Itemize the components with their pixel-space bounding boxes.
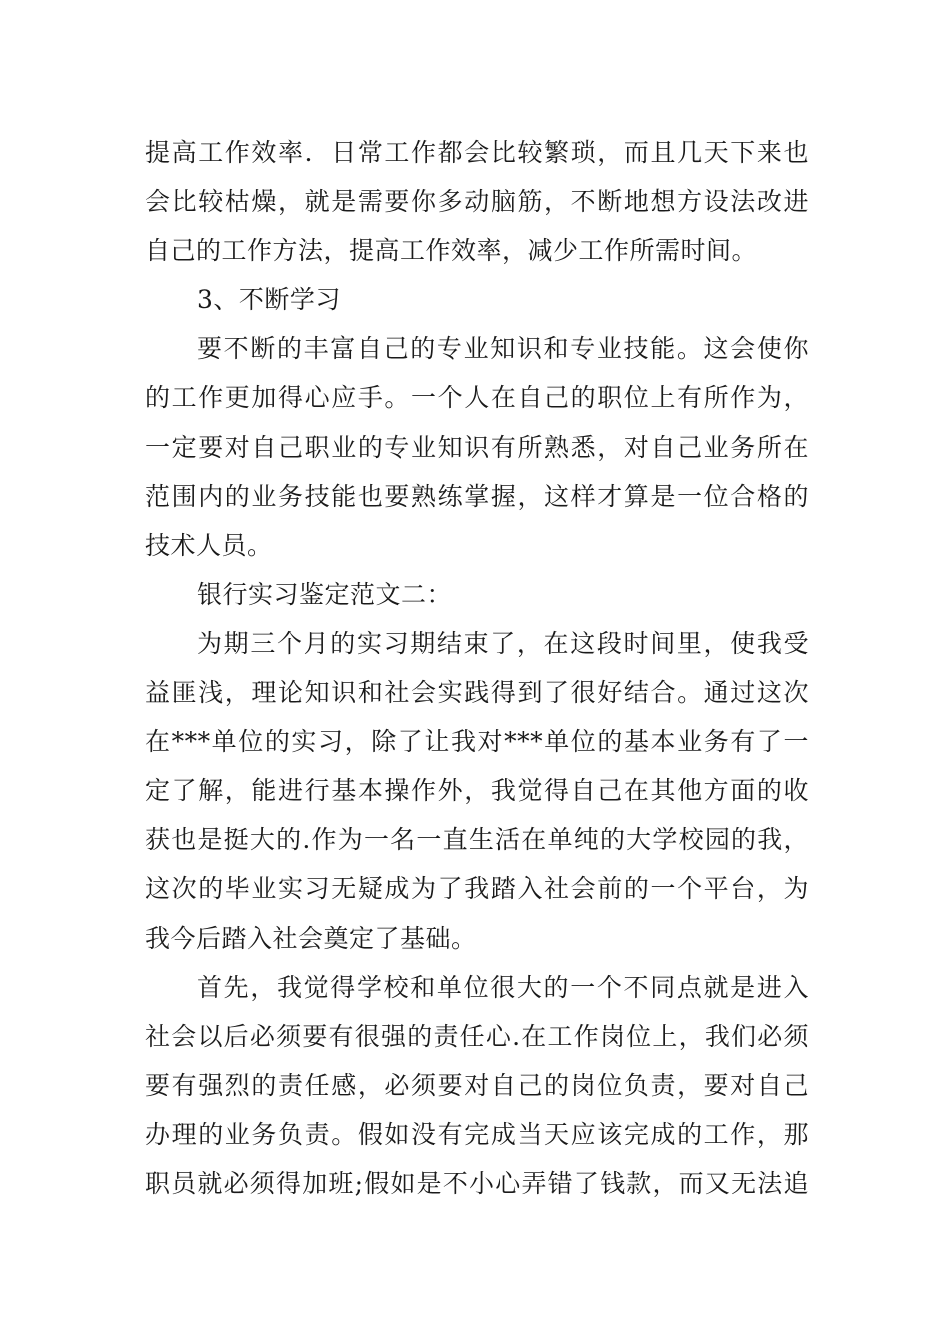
text-line: 办理的业务负责。假如没有完成当天应该完成的工作，那	[145, 1119, 809, 1149]
text-line: 3、不断学习	[197, 285, 341, 315]
text-line: 在***单位的实习，除了让我对***单位的基本业务有了一	[145, 727, 809, 757]
text-line: 社会以后必须要有很强的责任心.在工作岗位上，我们必须	[145, 1021, 809, 1051]
text-line: 为期三个月的实习期结束了，在这段时间里，使我受	[197, 628, 809, 658]
text-line: 会比较枯燥，就是需要你多动脑筋，不断地想方设法改进	[145, 187, 809, 217]
text-line: 职员就必须得加班;假如是不小心弄错了钱款，而又无法追	[145, 1168, 809, 1198]
text-line: 定了解，能进行基本操作外，我觉得自己在其他方面的收	[145, 776, 809, 806]
text-line: 获也是挺大的.作为一名一直生活在单纯的大学校园的我，	[145, 825, 809, 855]
text-line: 范围内的业务技能也要熟练掌握，这样才算是一位合格的	[145, 481, 809, 511]
text-line: 的工作更加得心应手。一个人在自己的职位上有所作为，	[145, 383, 809, 413]
text-line: 技术人员。	[145, 530, 273, 560]
text-line: 自己的工作方法，提高工作效率，减少工作所需时间。	[145, 236, 758, 266]
text-line: 提高工作效率．日常工作都会比较繁琐，而且几天下来也	[145, 138, 809, 167]
text-line: 益匪浅，理论知识和社会实践得到了很好结合。通过这次	[145, 678, 809, 708]
text-line: 这次的毕业实习无疑成为了我踏入社会前的一个平台，为	[145, 874, 809, 904]
document-body	[145, 128, 809, 1208]
text-line: 银行实习鉴定范文二：	[197, 579, 453, 609]
text-line: 我今后踏入社会奠定了基础。	[145, 923, 477, 953]
text-line: 要有强烈的责任感，必须要对自己的岗位负责，要对自己	[145, 1070, 809, 1100]
text-line: 要不断的丰富自己的专业知识和专业技能。这会使你	[197, 334, 809, 364]
text-line: 首先，我觉得学校和单位很大的一个不同点就是进入	[197, 972, 809, 1002]
text-line: 一定要对自己职业的专业知识有所熟悉，对自己业务所在	[145, 432, 809, 462]
